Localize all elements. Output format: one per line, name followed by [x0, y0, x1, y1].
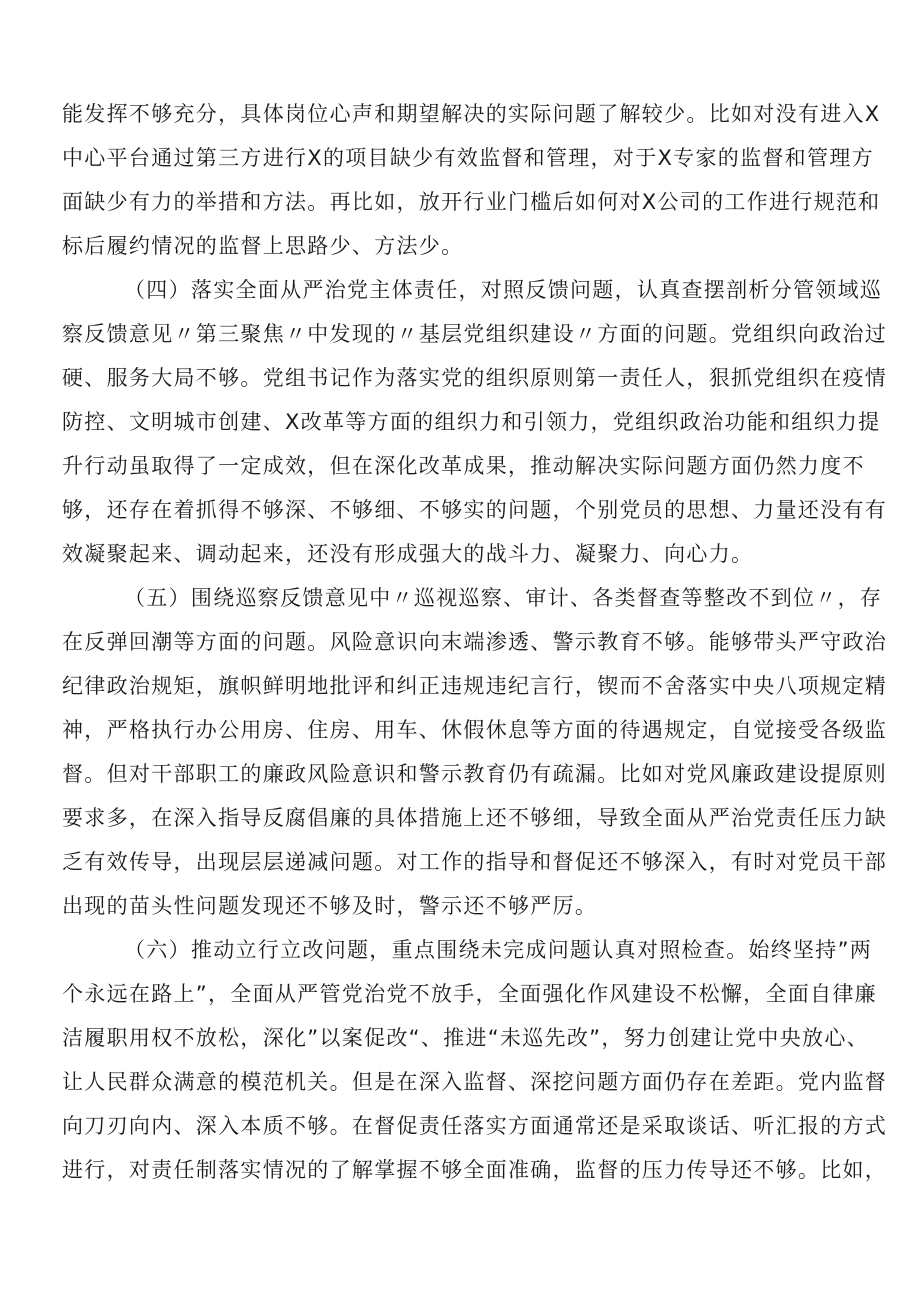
text-line: 够，还存在着抓得不够深、不够细、不够实的问题，个别党员的思想、力量还没有有 [62, 498, 888, 522]
text-line: 神，严格执行办公用房、住房、用车、休假休息等方面的待遇规定，自觉接受各级监 [62, 718, 888, 742]
text-line: 出现的苗头性问题发现还不够及时，警示还不够严厉。 [62, 894, 598, 918]
text-line: 要求多，在深入指导反腐倡廉的具体措施上还不够细，导致全面从严治党责任压力缺 [62, 806, 888, 830]
paragraph-6 [62, 928, 888, 1192]
text-line: 督。但对干部职工的廉政风险意识和警示教育仍有疏漏。比如对党风廉政建设提原则 [62, 762, 888, 786]
text-line: 洁履职用权不放松，深化”以案促改“、推进“未巡先改”，努力创建让党中央放心、 [62, 1026, 869, 1050]
text-line-first: （六）推动立行立改问题，重点围绕未完成问题认真对照检查。始终坚持”两 [124, 938, 873, 962]
text-line: 让人民群众满意的模范机关。但是在深入监督、深挖问题方面仍存在差距。党内监督 [62, 1070, 888, 1094]
document-body [62, 92, 888, 1192]
text-line: 硬、服务大局不够。党组书记作为落实党的组织原则第一责任人，狠抓党组织在疫情 [62, 366, 888, 390]
paragraph-4 [62, 268, 888, 576]
text-line: 纪律政治规矩，旗帜鲜明地批评和纠正违规违纪言行，锲而不舍落实中央八项规定精 [62, 674, 888, 698]
text-line: 在反弹回潮等方面的问题。风险意识向末端渗透、警示教育不够。能够带头严守政治 [62, 630, 888, 654]
text-line: 升行动虽取得了一定成效，但在深化改革成果，推动解决实际问题方面仍然力度不 [62, 454, 865, 478]
text-line: 防控、文明城市创建、X改革等方面的组织力和引领力，党组织政治功能和组织力提 [62, 410, 881, 434]
text-line: 效凝聚起来、调动起来，还没有形成强大的战斗力、凝聚力、向心力。 [62, 542, 754, 566]
text-line-first: （五）围绕巡察反馈意见中〃巡视巡察、审计、各类督查等整改不到位〃，存 [124, 586, 883, 610]
text-line-first: （四）落实全面从严治党主体责任，对照反馈问题，认真查摆剖析分管领域巡 [124, 278, 883, 302]
text-line: 察反馈意见〃第三聚焦〃中发现的〃基层党组织建设〃方面的问题。党组织向政治过 [62, 322, 888, 346]
paragraph-3-continued [62, 92, 881, 268]
paragraph-5 [62, 576, 888, 928]
text-line: 个永远在路上”，全面从严管党治党不放手，全面强化作风建设不松懈，全面自律廉 [62, 982, 877, 1006]
text-line: 面缺少有力的举措和方法。再比如，放开行业门槛后如何对X公司的工作进行规范和 [62, 190, 881, 214]
text-line: 进行，对责任制落实情况的了解掌握不够全面准确，监督的压力传导还不够。比如， [62, 1158, 888, 1182]
text-line: 能发挥不够充分，具体岗位心声和期望解决的实际问题了解较少。比如对没有进入X [62, 102, 881, 126]
text-line: 中心平台通过第三方进行X的项目缺少有效监督和管理，对于X专家的监督和管理方 [62, 146, 874, 170]
text-line: 乏有效传导，出现层层递减问题。对工作的指导和督促还不够深入，有时对党员干部 [62, 850, 888, 874]
text-line: 标后履约情况的监督上思路少、方法少。 [62, 234, 464, 258]
text-line: 向刀刃向内、深入本质不够。在督促责任落实方面通常还是采取谈话、听汇报的方式 [62, 1114, 888, 1138]
